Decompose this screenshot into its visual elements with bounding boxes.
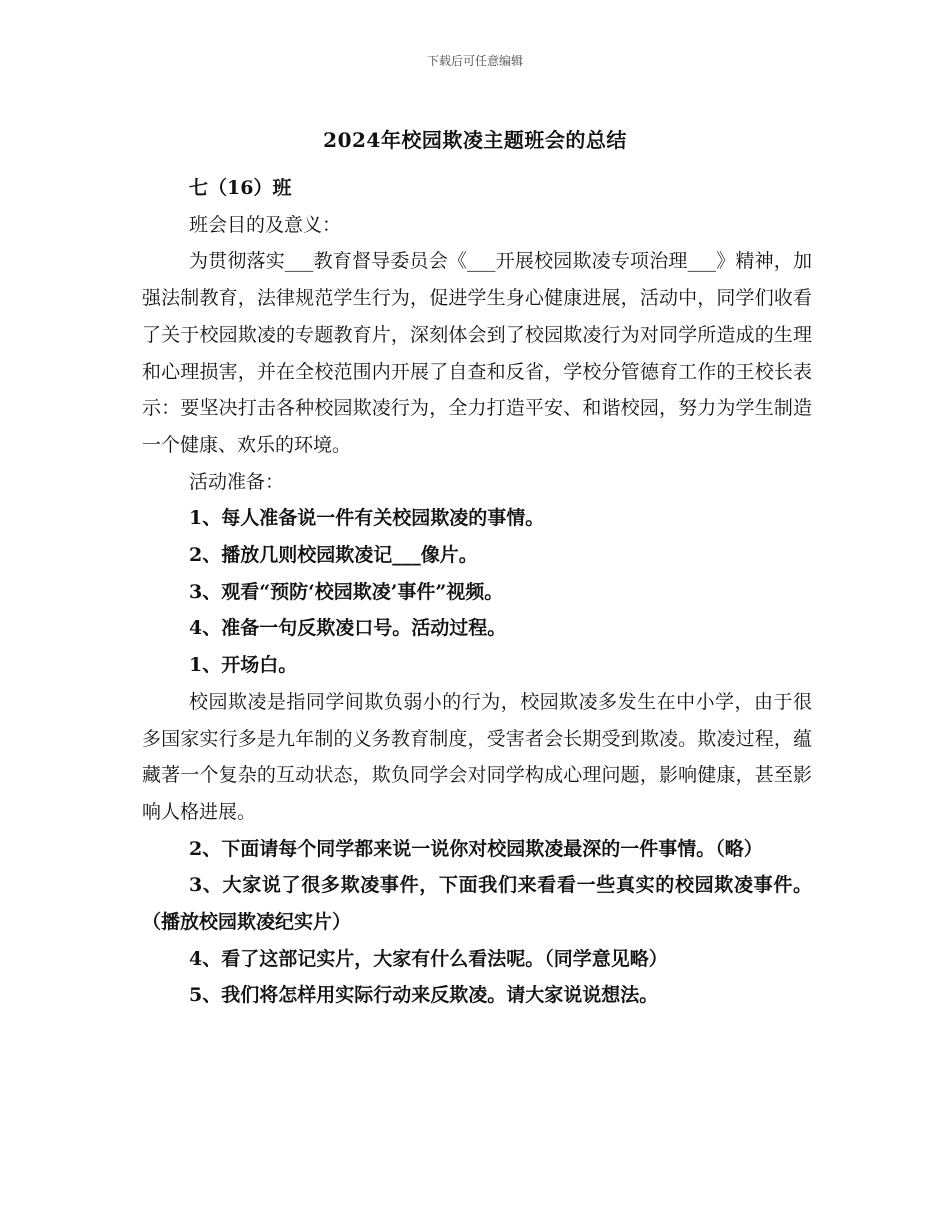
header-note: 下载后可任意编辑 <box>426 54 523 68</box>
preparation-heading: 活动准备： <box>189 470 285 493</box>
preparation-item: 3、观看“预防‘校园欺凌’事件”视频。 <box>189 580 504 603</box>
process-step: 3、大家说了很多欺凌事件，下面我们来看看一些真实的校园欺凌事件。（播放校园欺凌纪实片） <box>142 874 812 934</box>
preparation-item: 1、每人准备说一件有关校园欺凌的事情。 <box>189 507 545 530</box>
document-body <box>142 170 812 1014</box>
document-title: 2024年校园欺凌主题班会的总结 <box>323 128 627 152</box>
definition-paragraph: 校园欺凌是指同学间欺负弱小的行为，校园欺凌多发生在中小学，由于很多国家实行多是九年制的义务教育制度，受害者会长期受到欺凌。欺凌过程，蕴藏著一个复杂的互动状态，欺负同学会对同学构成心理问题，影响健康，甚至影响人格进展。 <box>142 690 812 823</box>
process-step: 4、看了这部记实片，大家有什么看法呢。（同学意见略） <box>189 947 668 970</box>
purpose-paragraph: 为贯彻落实___教育督导委员会《___开展校园欺凌专项治理___》精神，加强法制教育，法律规范学生行为，促进学生身心健康进展，活动中，同学们收看了关于校园欺凌的专题教育片，深刻体会到了校园欺凌行为对同学所造成的生理和心理损害，并在全校范围内开展了自查和反省，学校分管德育工作的王校长表示：要坚决打击各种校园欺凌行为，全力打造平安、和谐校园，努力为学生制造一个健康、欢乐的环境。 <box>142 250 812 456</box>
process-step: 2、下面请每个同学都来说一说你对校园欺凌最深的一件事情。（略） <box>189 837 763 860</box>
process-step: 1、开场白。 <box>189 654 298 677</box>
process-step: 5、我们将怎样用实际行动来反欺凌。请大家说说想法。 <box>189 984 659 1007</box>
preparation-item: 2、播放几则校园欺凌记___像片。 <box>189 544 478 567</box>
class-label: 七（16）班 <box>189 177 292 199</box>
purpose-heading: 班会目的及意义： <box>189 213 342 236</box>
preparation-item: 4、准备一句反欺凌口号。活动过程。 <box>189 617 507 640</box>
